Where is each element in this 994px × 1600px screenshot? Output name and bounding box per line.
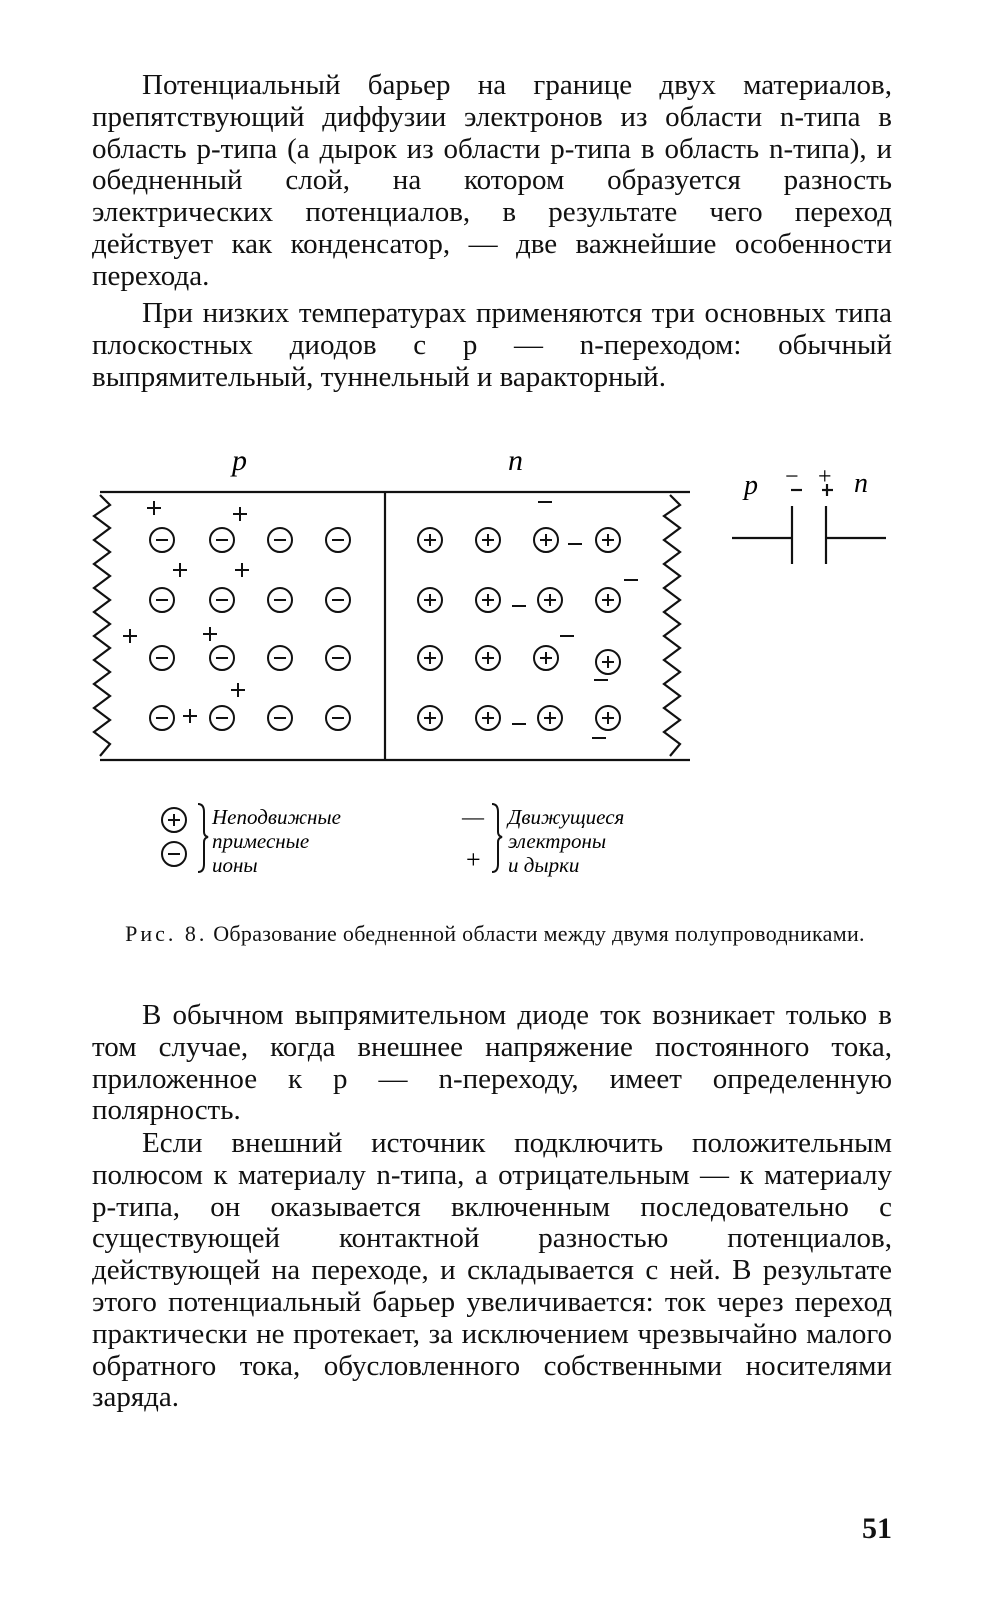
acceptor-ion: [210, 706, 234, 730]
figure-caption-text: Образование обедненной области между двумя полупроводниками.: [213, 921, 865, 946]
n-region-label: n: [508, 444, 523, 477]
donor-ion: [476, 646, 500, 670]
donor-ion: [418, 646, 442, 670]
negative-ions: [150, 528, 350, 730]
donor-ion: [596, 528, 620, 552]
legend-carriers-line1: Движущиеся: [508, 805, 625, 829]
legend-minus-sign: —: [462, 804, 484, 829]
donor-ion: [534, 528, 558, 552]
pn-junction-figure: [80, 440, 910, 900]
legend-negative-ion-icon: [162, 842, 186, 866]
paragraph-3-text: В обычном выпрямительном диоде ток возникает только в том случае, когда внешнее напряжение постоянного тока, приложенное к p — n-переходу, имеет определенную полярность.: [92, 999, 892, 1127]
legend-carriers-line3: и дырки: [508, 853, 580, 877]
acceptor-ion: [326, 646, 350, 670]
donor-ion: [596, 650, 620, 674]
paragraph-4-text: Если внешний источник подключить положительным полюсом к материалу n-типа, а отрицательным — к материалу p-типа, он оказывается включенным последовательно с существующей контактной разностью потенциалов, действующей на переходе, и складывается с ней. В результате этого потенциальный барьер увеличивается: ток через переход практически не протекает, за исключением чрезвычайно малого обратного тока, обусловленного собственными носителями заряда.: [92, 1127, 892, 1414]
figure-caption-label: Рис. 8.: [125, 921, 208, 946]
donor-ion: [476, 588, 500, 612]
donor-ion: [418, 588, 442, 612]
legend-ions: [162, 804, 341, 877]
paragraph-1-text: Потенциальный барьер на границе двух материалов, препятствующий диффузии электронов из области n-типа в область p-типа (а дырок из области p-типа в область n-типа), и обедненный слой, на котором образуется разность электрических потенциалов, в результате чего переход действует как конденсатор, — две важнейшие особенности перехода.: [92, 69, 892, 292]
acceptor-ion: [210, 528, 234, 552]
acceptor-ion: [268, 706, 292, 730]
legend-ions-line2: примесные: [212, 829, 310, 853]
mobile-holes: [123, 501, 249, 723]
acceptor-ion: [150, 646, 174, 670]
acceptor-ion: [268, 528, 292, 552]
acceptor-ion: [210, 646, 234, 670]
paragraph-2-text: При низких температурах применяются три основных типа плоскостных диодов с p — n-переходом: обычный выпрямительный, туннельный и варакторный.: [92, 297, 892, 393]
donor-ion: [418, 706, 442, 730]
paragraph-4: [92, 1128, 892, 1414]
legend-carriers-brace: [492, 804, 502, 872]
legend-ions-line3: ионы: [212, 853, 258, 877]
legend-plus-sign: +: [466, 845, 481, 874]
acceptor-ion: [150, 588, 174, 612]
acceptor-ion: [268, 646, 292, 670]
acceptor-ion: [150, 528, 174, 552]
legend-ions-line1: Неподвижные: [212, 805, 341, 829]
acceptor-ion: [326, 588, 350, 612]
donor-ion: [418, 528, 442, 552]
donor-ion: [596, 588, 620, 612]
acceptor-ion: [210, 588, 234, 612]
acceptor-ion: [326, 706, 350, 730]
capacitor-plus-sign: +: [818, 464, 832, 490]
donor-ion: [534, 646, 558, 670]
capacitor-minus-sign: −: [785, 464, 799, 490]
donor-ion: [476, 528, 500, 552]
semiconductor-block: [94, 492, 690, 760]
paragraph-2: [92, 298, 892, 393]
donor-ion: [538, 588, 562, 612]
acceptor-ion: [326, 528, 350, 552]
donor-ion: [538, 706, 562, 730]
legend-positive-ion-icon: [162, 808, 186, 832]
capacitor-symbol: [732, 464, 886, 564]
left-contact-zigzag: [94, 495, 110, 756]
capacitor-p-label: p: [744, 470, 758, 501]
page-number: 51: [862, 1512, 892, 1545]
legend-ions-brace: [198, 804, 208, 872]
acceptor-ion: [150, 706, 174, 730]
p-region-label: p: [232, 444, 247, 477]
positive-ions: [418, 528, 620, 730]
figure-caption: [80, 920, 910, 948]
legend-carriers: [461, 804, 624, 877]
right-contact-zigzag: [664, 495, 680, 756]
donor-ion: [476, 706, 500, 730]
capacitor-n-label: n: [854, 468, 868, 499]
paragraph-3: [92, 1000, 892, 1127]
paragraph-1: [92, 70, 892, 293]
acceptor-ion: [268, 588, 292, 612]
legend-carriers-line2: электроны: [508, 829, 607, 853]
donor-ion: [596, 706, 620, 730]
